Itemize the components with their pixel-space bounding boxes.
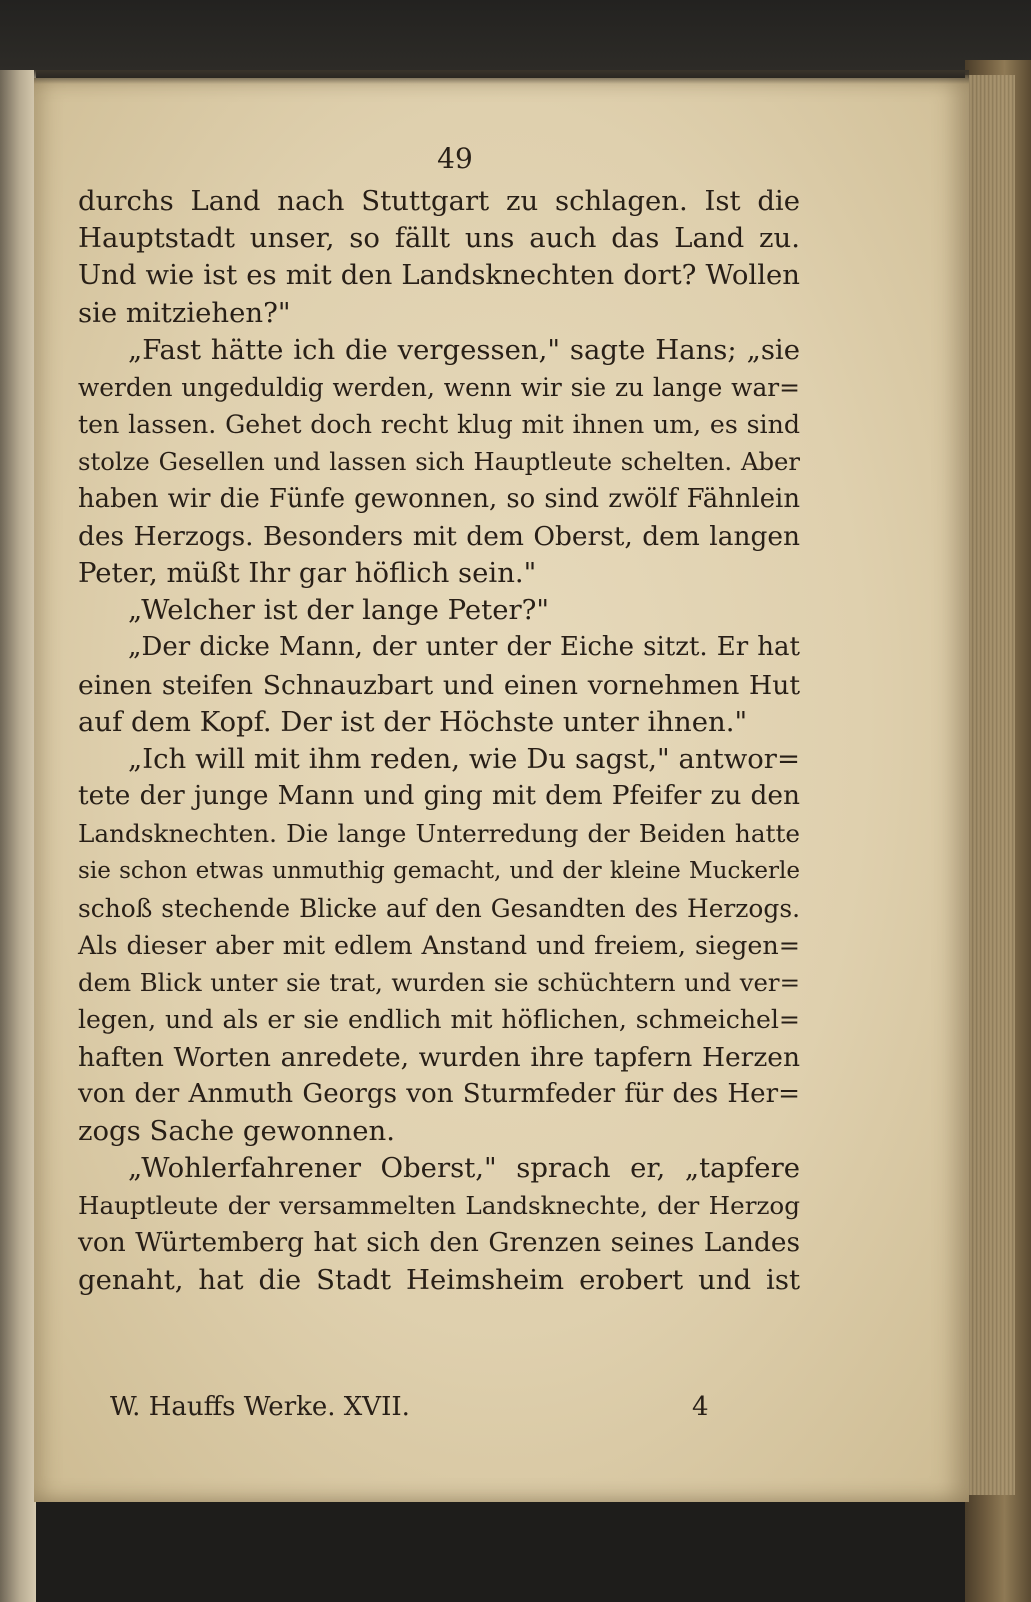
page-stack-edge <box>965 75 1015 1495</box>
text-line: durchs Land nach Stuttgart zu schlagen. Ist die <box>78 185 800 217</box>
text-line: haften Worten anredete, wurden ihre tapfern Herzen <box>78 1041 800 1073</box>
text-line: Landsknechten. Die lange Unterredung der Beiden hatte <box>78 819 800 849</box>
text-line: sie mitziehen?" <box>78 296 291 329</box>
text-line: stolze Gesellen und lassen sich Hauptleute schelten. Aber <box>78 447 800 477</box>
text-line: Hauptstadt unser, so fällt uns auch das Land zu. <box>78 222 800 255</box>
page-number: 49 <box>437 142 473 175</box>
book-gutter <box>0 70 36 1602</box>
text-line: „Der dicke Mann, der unter der Eiche sitzt. Er hat <box>128 632 800 663</box>
text-line: Peter, müßt Ihr gar höflich sein." <box>78 557 537 590</box>
signature-mark: W. Hauffs Werke. XVII. <box>110 1392 410 1422</box>
text-line: Hauptleute der versammelten Landsknechte, der Herzog <box>78 1191 800 1221</box>
text-line: zogs Sache gewonnen. <box>78 1115 395 1148</box>
page-text <box>78 183 800 1299</box>
text-line: sie schon etwas unmuthig gemacht, und der kleine Muckerle <box>78 857 800 884</box>
text-line: ten lassen. Gehet doch recht klug mit ihnen um, es sind <box>78 410 800 440</box>
text-line: Und wie ist es mit den Landsknechten dort? Wollen <box>78 259 800 292</box>
text-line: von Würtemberg hat sich den Grenzen seines Landes <box>78 1227 800 1258</box>
text-line: werden ungeduldig werden, wenn wir sie zu lange war= <box>78 373 800 403</box>
text-line: einen steifen Schnauzbart und einen vornehmen Hut <box>78 669 800 701</box>
text-line: auf dem Kopf. Der ist der Höchste unter ihnen." <box>78 705 748 738</box>
text-line: tete der junge Mann und ging mit dem Pfeifer zu den <box>78 781 800 812</box>
text-line: legen, und als er sie endlich mit höflichen, schmeichel= <box>78 1005 800 1035</box>
text-line: schoß stechende Blicke auf den Gesandten des Herzogs. <box>78 893 800 923</box>
text-line: Als dieser aber mit edlem Anstand und freiem, siegen= <box>78 930 800 961</box>
text-line: „Ich will mit ihm reden, wie Du sagst," antwor= <box>128 743 800 776</box>
text-line: genaht, hat die Stadt Heimsheim erobert und ist <box>78 1263 800 1296</box>
page-shadow <box>34 70 969 84</box>
text-line: von der Anmuth Georgs von Sturmfeder für des Her= <box>78 1078 800 1109</box>
text-line: des Herzogs. Besonders mit dem Oberst, dem langen <box>78 520 800 552</box>
text-line: dem Blick unter sie trat, wurden sie schüchtern und ver= <box>78 968 800 998</box>
text-line: haben wir die Fünfe gewonnen, so sind zwölf Fähnlein <box>78 483 800 514</box>
text-line: „Fast hätte ich die vergessen," sagte Hans; „sie <box>128 333 800 366</box>
sheet-number: 4 <box>692 1392 709 1422</box>
text-line: „Wohlerfahrener Oberst," sprach er, „tapfere <box>128 1152 800 1185</box>
text-line: „Welcher ist der lange Peter?" <box>128 594 550 627</box>
backdrop <box>0 0 1031 70</box>
